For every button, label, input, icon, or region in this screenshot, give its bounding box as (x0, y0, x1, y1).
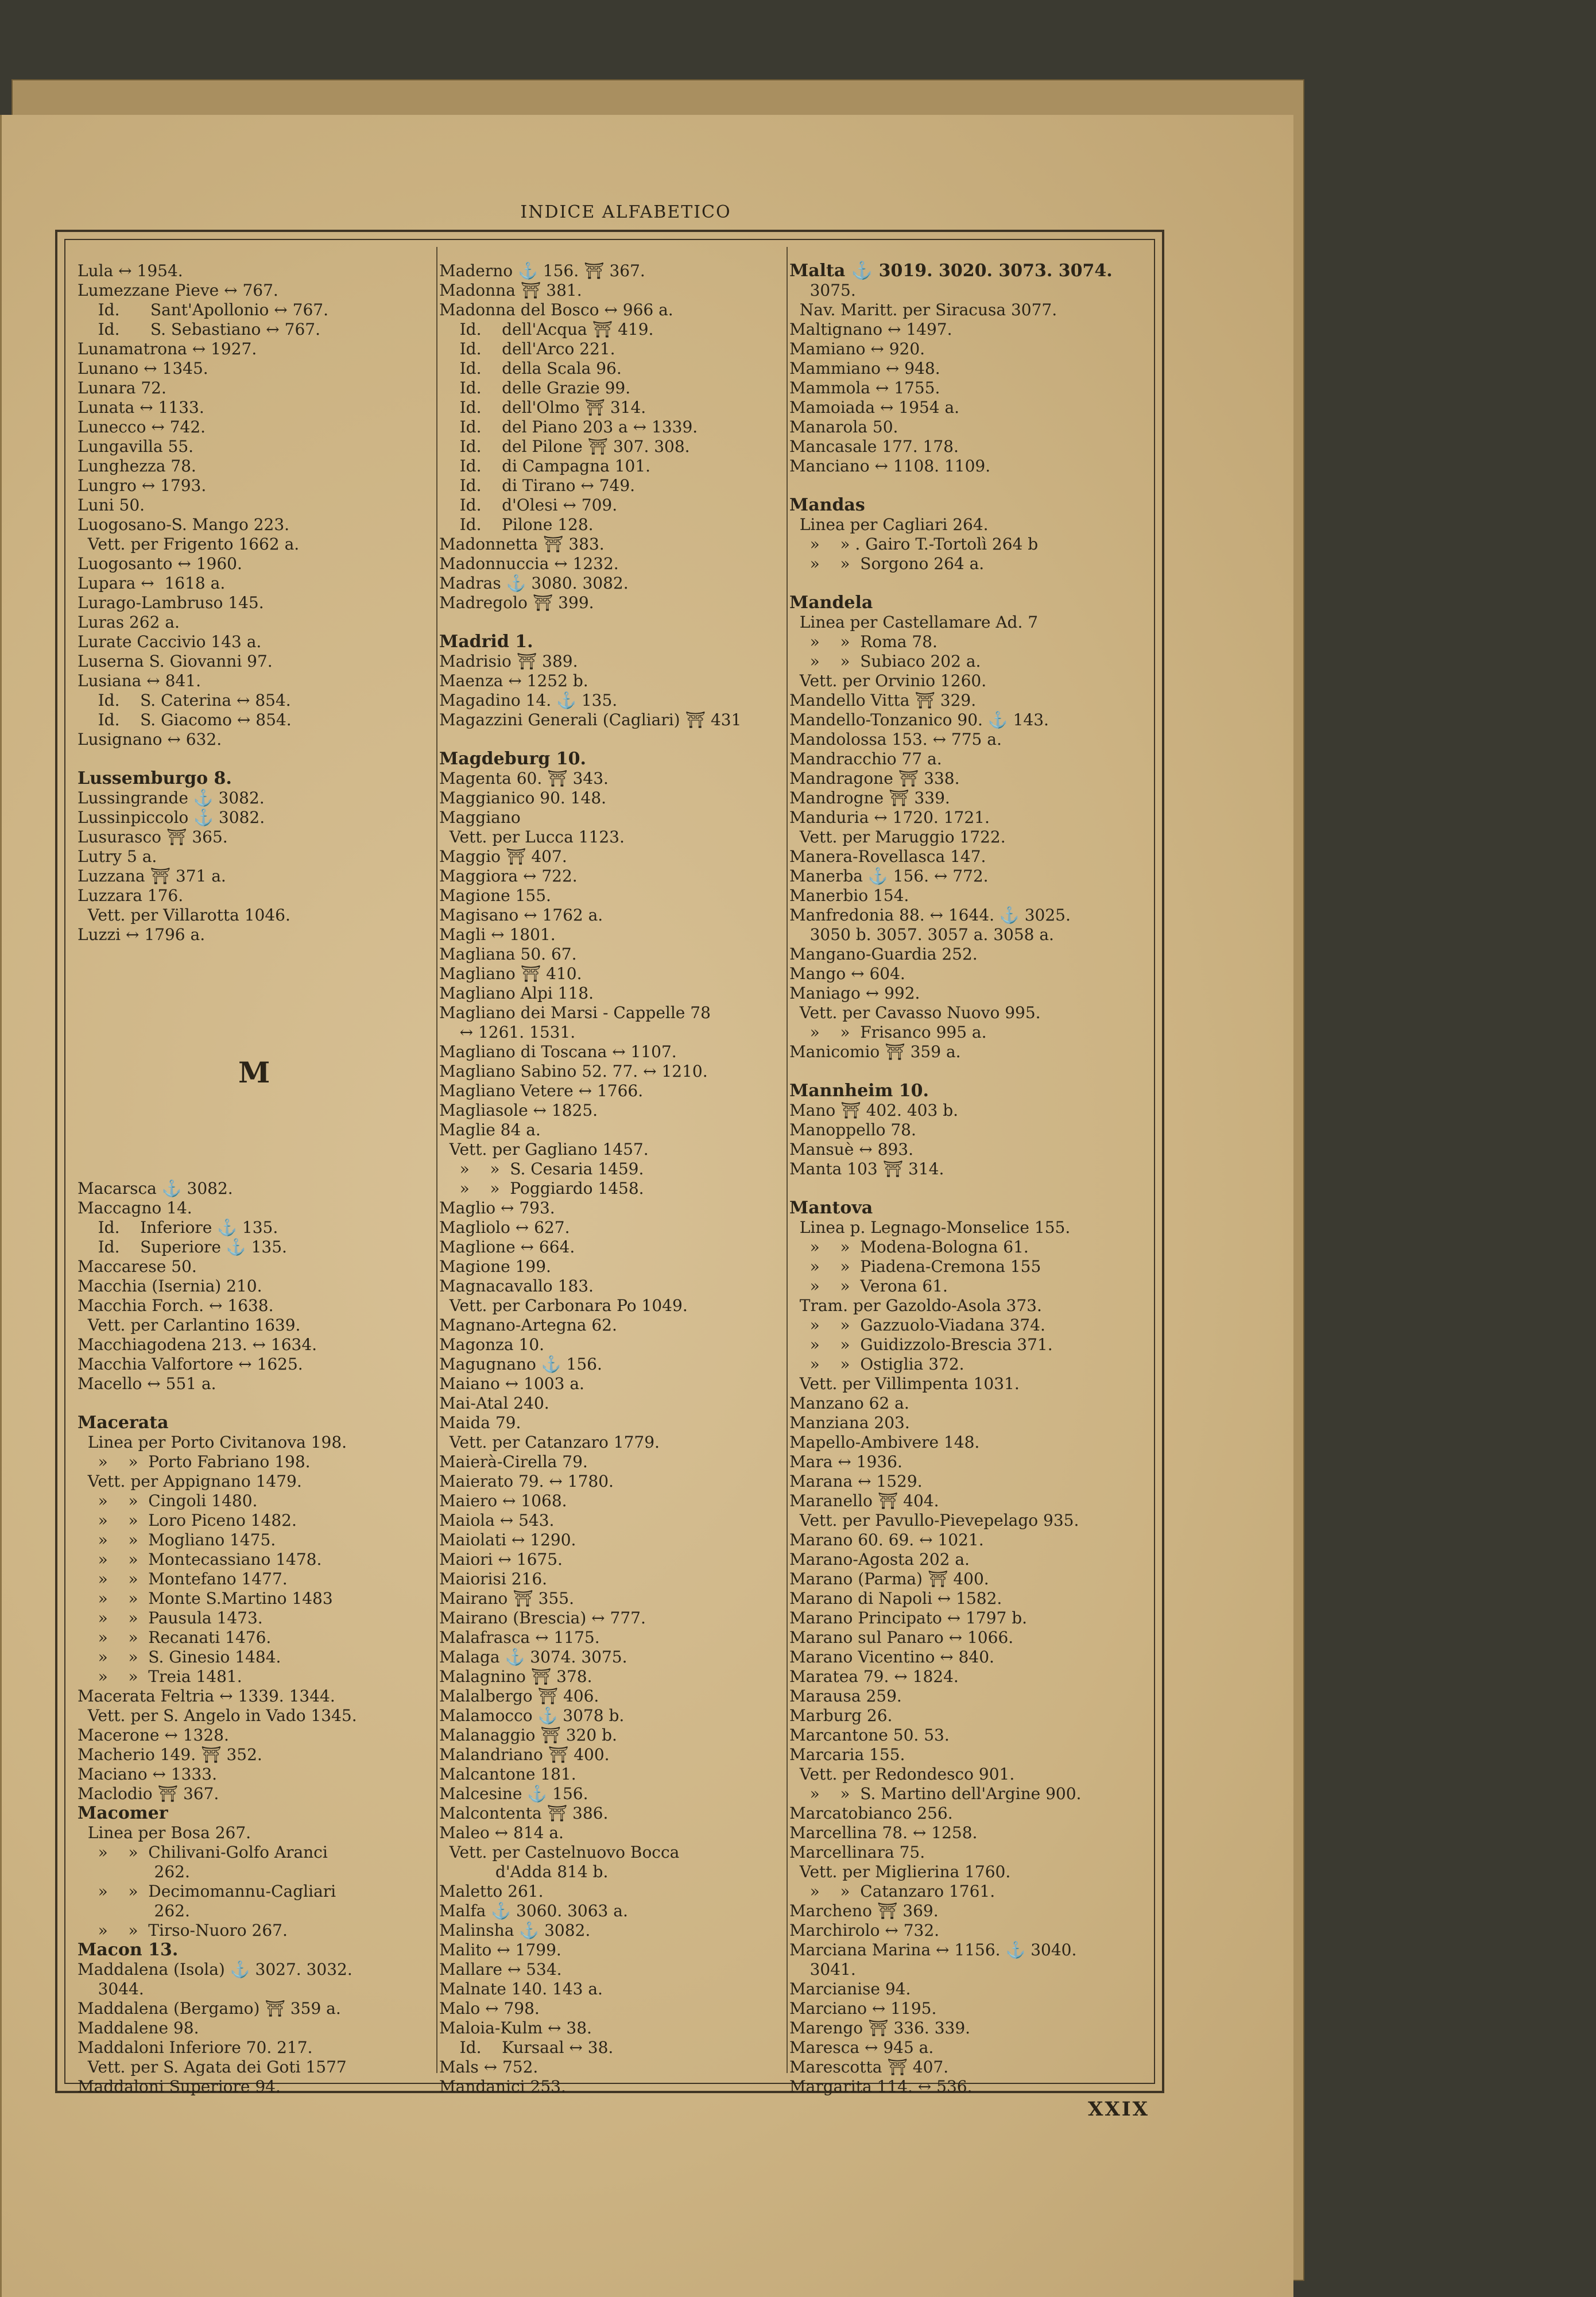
index-entry: Maglio ↔ 793. (439, 1198, 555, 1217)
index-entry: Macarsca ⚓ 3082. (78, 1179, 233, 1198)
index-entry: Marano Principato ↔ 1797 b. (789, 1608, 1028, 1627)
index-entry: Manerba ⚓ 156. ↔ 772. (789, 867, 989, 885)
index-entry: Malcesine ⚓ 156. (439, 1784, 588, 1803)
column-divider (436, 247, 437, 2073)
index-entry: Lusiana ↔ 841. (78, 671, 201, 690)
index-entry: Vett. per Castelnuovo Bocca (439, 1843, 680, 1862)
section-letter: M (238, 1055, 270, 1089)
index-entry: Macchia Forch. ↔ 1638. (78, 1296, 274, 1315)
index-entry: Lussingrande ⚓ 3082. (78, 788, 265, 807)
index-entry: Id. di Campagna 101. (439, 457, 651, 475)
index-entry: Lunata ↔ 1133. (78, 398, 204, 417)
index-entry: Magione 199. (439, 1257, 551, 1276)
index-entry: » » Verona 61. (789, 1277, 948, 1296)
index-entry: Madonna del Bosco ↔ 966 a. (439, 300, 673, 319)
index-heading: Lussemburgo 8. (78, 768, 232, 788)
index-entry: Madrisio ⛩ 389. (439, 652, 578, 671)
index-entry: Maglie 84 a. (439, 1120, 541, 1139)
index-entry: Malamocco ⚓ 3078 b. (439, 1706, 625, 1725)
index-entry: Mandello-Tonzanico 90. ⚓ 143. (789, 710, 1049, 729)
index-entry: Vett. per Carbonara Po 1049. (439, 1296, 688, 1315)
index-entry: Mangano-Guardia 252. (789, 945, 978, 964)
index-entry (78, 1003, 433, 1023)
index-entry: Marcellina 78. ↔ 1258. (789, 1823, 978, 1842)
index-entry: Mals ↔ 752. (439, 2058, 539, 2076)
index-entry: Magugnano ⚓ 156. (439, 1355, 602, 1374)
index-entry: Malfa ⚓ 3060. 3063 a. (439, 1901, 628, 1920)
index-heading: Macomer (78, 1803, 168, 1823)
index-entry: Id. Superiore ⚓ 135. (78, 1238, 287, 1256)
index-entry: Vett. per Frigento 1662 a. (78, 535, 300, 554)
index-entry: » » Monte S.Martino 1483 (78, 1589, 333, 1608)
index-entry: Vett. per Miglierina 1760. (789, 1862, 1011, 1881)
index-entry: Marburg 26. (789, 1706, 893, 1725)
index-entry: Mandrogne ⛩ 339. (789, 788, 950, 807)
index-entry: Malagnino ⛩ 378. (439, 1667, 592, 1686)
index-entry: Madonnuccia ↔ 1232. (439, 554, 619, 573)
index-entry: Magonza 10. (439, 1335, 545, 1354)
index-entry: » » Montecassiano 1478. (78, 1550, 322, 1569)
column-divider (787, 247, 788, 2073)
page-header-title: INDICE ALFABETICO (520, 202, 731, 222)
index-entry: Mansuè ↔ 893. (789, 1140, 913, 1159)
index-entry: Marcantone 50. 53. (789, 1726, 950, 1745)
index-entry: Maddalena (Isola) ⚓ 3027. 3032. (78, 1960, 352, 1979)
index-entry: Lusignano ↔ 632. (78, 730, 222, 749)
index-entry: Nav. Maritt. per Siracusa 3077. (789, 300, 1057, 319)
index-entry: Macchia (Isernia) 210. (78, 1277, 262, 1296)
index-entry: 262. (78, 1901, 190, 1920)
index-entry: Mancasale 177. 178. (789, 437, 959, 456)
index-entry: Mammiano ↔ 948. (789, 359, 940, 378)
index-entry: Id. delle Grazie 99. (439, 378, 631, 397)
index-entry: Magliano Sabino 52. 77. ↔ 1210. (439, 1062, 708, 1081)
index-entry: Luogosano-S. Mango 223. (78, 515, 290, 534)
index-entry: » » Frisanco 995 a. (789, 1023, 987, 1042)
index-entry: Maderno ⚓ 156. ⛩ 367. (439, 261, 645, 280)
index-entry: Maggiora ↔ 722. (439, 867, 578, 885)
index-entry: Luras 262 a. (78, 613, 180, 632)
index-entry: Madonnetta ⛩ 383. (439, 535, 605, 554)
index-entry: Madregolo ⛩ 399. (439, 593, 594, 612)
index-entry: » » Recanati 1476. (78, 1628, 272, 1647)
index-heading: Macon 13. (78, 1940, 179, 1960)
index-entry: Linea per Porto Civitanova 198. (78, 1433, 347, 1452)
index-entry: Maierà-Cirella 79. (439, 1452, 588, 1471)
index-entry: Magadino 14. ⚓ 135. (439, 691, 618, 710)
index-entry: » » Pausula 1473. (78, 1608, 263, 1627)
index-entry: Magliolo ↔ 627. (439, 1218, 570, 1237)
index-entry: Id. S. Caterina ↔ 854. (78, 691, 291, 710)
index-entry: Id. di Tirano ↔ 749. (439, 476, 636, 495)
index-entry (78, 1159, 433, 1179)
index-entry: Marano-Agosta 202 a. (789, 1550, 970, 1569)
index-entry: » » Gazzuolo-Viadana 374. (789, 1316, 1045, 1335)
index-entry: Maiero ↔ 1068. (439, 1491, 567, 1510)
index-heading: Mantova (789, 1198, 873, 1218)
index-entry (78, 1394, 433, 1413)
index-heading: Mandela (789, 593, 873, 613)
index-entry: Maenza ↔ 1252 b. (439, 671, 588, 690)
index-entry: Magazzini Generali (Cagliari) ⛩ 431 (439, 710, 742, 729)
index-entry: Mandolossa 153. ↔ 775 a. (789, 730, 1002, 749)
index-entry: » » Loro Piceno 1482. (78, 1511, 297, 1530)
index-entry: Id. dell'Arco 221. (439, 339, 615, 358)
index-entry: Vett. per Cavasso Nuovo 995. (789, 1003, 1041, 1022)
index-entry: » » Chilivani-Golfo Aranci (78, 1843, 328, 1862)
index-entry: Magliana 50. 67. (439, 945, 577, 964)
index-entry: Lunecco ↔ 742. (78, 417, 206, 436)
index-entry: Marcaria 155. (789, 1745, 905, 1764)
index-entry: Marciano ↔ 1195. (789, 1999, 937, 2018)
index-entry: Mallare ↔ 534. (439, 1960, 562, 1979)
index-entry: Macerata Feltria ↔ 1339. 1344. (78, 1687, 335, 1706)
index-entry: Maloia-Kulm ↔ 38. (439, 2018, 592, 2037)
index-entry: Vett. per Pavullo-Pievepelago 935. (789, 1511, 1079, 1530)
index-entry: Vett. per Appignano 1479. (78, 1472, 302, 1491)
index-entry (789, 476, 1151, 496)
index-entry: Manerbio 154. (789, 886, 909, 905)
index-entry: Maletto 261. (439, 1882, 544, 1901)
index-entry: Maniago ↔ 992. (789, 984, 920, 1003)
index-entry (78, 1023, 433, 1042)
index-entry (78, 984, 433, 1003)
index-entry: Malaga ⚓ 3074. 3075. (439, 1648, 627, 1666)
index-entry: Manoppello 78. (789, 1120, 916, 1139)
index-entry: Marano Vicentino ↔ 840. (789, 1648, 994, 1666)
index-entry: Margarita 114. ↔ 536. (789, 2077, 973, 2096)
index-entry: Id. S. Giacomo ↔ 854. (78, 710, 292, 729)
index-entry: Marano (Parma) ⛩ 400. (789, 1569, 989, 1588)
index-entry: » » Ostiglia 372. (789, 1355, 964, 1374)
index-entry: Maggio ⛩ 407. (439, 847, 567, 866)
index-entry: Marana ↔ 1529. (789, 1472, 923, 1491)
index-entry: Manarola 50. (789, 417, 898, 436)
index-entry: Id. del Piano 203 a ↔ 1339. (439, 417, 698, 436)
index-entry: Lunamatrona ↔ 1927. (78, 339, 257, 358)
index-heading: Magdeburg 10. (439, 749, 586, 769)
index-entry: Malcantone 181. (439, 1765, 576, 1784)
index-entry (439, 730, 784, 749)
index-entry: Mamoiada ↔ 1954 a. (789, 398, 960, 417)
index-entry: Luzzara 176. (78, 886, 184, 905)
index-entry: » » . Gairo T.-Tortolì 264 b (789, 535, 1039, 554)
index-entry: » » Tirso-Nuoro 267. (78, 1921, 288, 1940)
index-entry: 3075. (789, 281, 856, 300)
index-entry: Mairano ⛩ 355. (439, 1589, 574, 1608)
index-entry: Maccagno 14. (78, 1198, 192, 1217)
index-entry (789, 574, 1151, 593)
index-entry: Mai-Atal 240. (439, 1394, 549, 1413)
index-entry: Marano sul Panaro ↔ 1066. (789, 1628, 1014, 1647)
index-entry: Maranello ⛩ 404. (789, 1491, 939, 1510)
index-entry: Lupara ↔ 1618 a. (78, 574, 226, 593)
index-entry: Lunano ↔ 1345. (78, 359, 208, 378)
index-entry: Vett. per Villarotta 1046. (78, 906, 290, 925)
index-entry: Maggiano (439, 808, 521, 827)
index-entry: Lungavilla 55. (78, 437, 194, 456)
index-entry: Luserna S. Giovanni 97. (78, 652, 273, 671)
index-entry: Vett. per S. Agata dei Goti 1577 (78, 2058, 347, 2076)
index-entry: 3041. (789, 1960, 856, 1979)
index-entry: Maccarese 50. (78, 1257, 197, 1276)
index-entry: » » Sorgono 264 a. (789, 554, 985, 573)
index-entry: Id. d'Olesi ↔ 709. (439, 496, 618, 515)
index-entry: Vett. per Lucca 1123. (439, 827, 625, 846)
index-entry: Mandracchio 77 a. (789, 749, 942, 768)
index-entry: Maida 79. (439, 1413, 521, 1432)
index-entry: Macherio 149. ⛩ 352. (78, 1745, 262, 1764)
index-entry: Maiola ↔ 543. (439, 1511, 555, 1530)
index-entry: Maddaloni Inferiore 70. 217. (78, 2038, 313, 2057)
index-entry: Magliano Alpi 118. (439, 984, 594, 1003)
index-entry: Magliano ⛩ 410. (439, 964, 582, 983)
index-entry: Macello ↔ 551 a. (78, 1374, 216, 1393)
index-entry: Lunara 72. (78, 378, 166, 397)
index-heading: Mandas (789, 495, 865, 515)
index-entry: Magenta 60. ⛩ 343. (439, 769, 609, 788)
index-entry: Marcianise 94. (789, 1979, 911, 1998)
index-entry: Maiolati ↔ 1290. (439, 1530, 576, 1549)
index-entry: Vett. per S. Angelo in Vado 1345. (78, 1706, 357, 1725)
index-entry: Maiori ↔ 1675. (439, 1550, 563, 1569)
index-entry: Mango ↔ 604. (789, 964, 905, 983)
index-entry: Mammola ↔ 1755. (789, 378, 940, 397)
index-entry (78, 945, 433, 964)
index-entry: Id. del Pilone ⛩ 307. 308. (439, 437, 690, 456)
index-heading: Macerata (78, 1413, 169, 1433)
index-entry: Lumezzane Pieve ↔ 767. (78, 281, 278, 300)
index-entry: Luni 50. (78, 496, 145, 515)
index-entry: » » Roma 78. (789, 632, 938, 651)
index-entry: Vett. per Orvinio 1260. (789, 671, 987, 690)
index-entry: Mairano (Brescia) ↔ 777. (439, 1608, 646, 1627)
index-entry: Marcheno ⛩ 369. (789, 1901, 939, 1920)
index-entry: Marano 60. 69. ↔ 1021. (789, 1530, 984, 1549)
index-entry: Luzzi ↔ 1796 a. (78, 925, 206, 944)
index-entry: Lusurasco ⛩ 365. (78, 827, 228, 846)
index-entry: Malanaggio ⛩ 320 b. (439, 1726, 617, 1745)
index-entry: » » Porto Fabriano 198. (78, 1452, 311, 1471)
index-entry: » » S. Cesaria 1459. (439, 1159, 644, 1178)
index-entry: Malalbergo ⛩ 406. (439, 1687, 599, 1706)
index-entry: Maddalena (Bergamo) ⛩ 359 a. (78, 1999, 341, 2018)
page-number: XXIX (1088, 2098, 1150, 2121)
index-entry: Vett. per Gagliano 1457. (439, 1140, 649, 1159)
index-entry: Marescotta ⛩ 407. (789, 2058, 949, 2076)
index-entry: Manciano ↔ 1108. 1109. (789, 457, 991, 475)
index-entry: Marcatobianco 256. (789, 1804, 953, 1823)
index-entry: Magliano di Toscana ↔ 1107. (439, 1042, 677, 1061)
index-entry: » » Piadena-Cremona 155 (789, 1257, 1041, 1276)
index-entry: Id. della Scala 96. (439, 359, 622, 378)
index-entry: Malcontenta ⛩ 386. (439, 1804, 609, 1823)
index-entry: » » Treia 1481. (78, 1667, 242, 1686)
index-entry: Maggianico 90. 148. (439, 788, 607, 807)
index-entry (78, 1120, 433, 1140)
index-entry: Marchirolo ↔ 732. (789, 1921, 940, 1940)
index-entry: Malinsha ⚓ 3082. (439, 1921, 591, 1940)
index-entry: Linea p. Legnago-Monselice 155. (789, 1218, 1071, 1237)
index-entry: Magliano dei Marsi - Cappelle 78 (439, 1003, 711, 1022)
index-entry: Maratea 79. ↔ 1824. (789, 1667, 959, 1686)
index-entry (78, 1101, 433, 1120)
index-entry: Maiorisi 216. (439, 1569, 548, 1588)
index-entry: Maddalene 98. (78, 2018, 199, 2037)
index-entry: Magisano ↔ 1762 a. (439, 906, 603, 925)
index-entry: Manta 103 ⛩ 314. (789, 1159, 944, 1178)
index-entry: Id. Inferiore ⚓ 135. (78, 1218, 278, 1237)
index-entry: Vett. per Carlantino 1639. (78, 1316, 301, 1335)
index-heading: Madrid 1. (439, 632, 533, 652)
index-entry: Linea per Cagliari 264. (789, 515, 989, 534)
index-entry: Linea per Castellamare Ad. 7 (789, 613, 1039, 632)
index-entry: Marengo ⛩ 336. 339. (789, 2018, 971, 2037)
index-entry: Id. Sant'Apollonio ↔ 767. (78, 300, 328, 319)
index-entry: Mapello-Ambivere 148. (789, 1433, 980, 1452)
index-entry: Magione 155. (439, 886, 551, 905)
index-entry: Maciano ↔ 1333. (78, 1765, 218, 1784)
index-entry: Malito ↔ 1799. (439, 1940, 561, 1959)
index-entry: Id. Kursaal ↔ 38. (439, 2038, 614, 2057)
index-entry: Maiano ↔ 1003 a. (439, 1374, 584, 1393)
index-entry: Lula ↔ 1954. (78, 261, 183, 280)
index-entry: Macchia Valfortore ↔ 1625. (78, 1355, 303, 1374)
index-entry: Magli ↔ 1801. (439, 925, 556, 944)
index-entry: Magliano Vetere ↔ 1766. (439, 1081, 644, 1100)
index-entry: 262. (78, 1862, 190, 1881)
index-entry: Malo ↔ 798. (439, 1999, 540, 2018)
index-entry: 3050 b. 3057. 3057 a. 3058 a. (789, 925, 1054, 944)
index-entry: ↔ 1261. 1531. (439, 1023, 576, 1042)
index-entry: Manzano 62 a. (789, 1394, 909, 1413)
index-entry: Vett. per Redondesco 901. (789, 1765, 1015, 1784)
index-entry: » » Montefano 1477. (78, 1569, 288, 1588)
index-entry (789, 1179, 1151, 1198)
index-entry: Malafrasca ↔ 1175. (439, 1628, 600, 1647)
index-entry: Linea per Bosa 267. (78, 1823, 251, 1842)
index-entry: » » Poggiardo 1458. (439, 1179, 644, 1198)
index-entry (78, 964, 433, 984)
index-entry (78, 1140, 433, 1159)
index-entry: Malnate 140. 143 a. (439, 1979, 603, 1998)
index-entry: Mara ↔ 1936. (789, 1452, 902, 1471)
index-entry: Lungro ↔ 1793. (78, 476, 207, 495)
index-entry: » » S. Ginesio 1484. (78, 1648, 281, 1666)
index-entry: Malandriano ⛩ 400. (439, 1745, 610, 1764)
index-entry: » » Subiaco 202 a. (789, 652, 981, 671)
index-column-2 (439, 261, 784, 2096)
index-entry: Mandello Vitta ⛩ 329. (789, 691, 977, 710)
index-entry: Manicomio ⛩ 359 a. (789, 1042, 961, 1061)
index-entry: Macerone ↔ 1328. (78, 1726, 229, 1745)
index-heading: Mannheim 10. (789, 1081, 929, 1101)
index-entry: Lurago-Lambruso 145. (78, 593, 264, 612)
index-entry: Id. S. Sebastiano ↔ 767. (78, 320, 321, 339)
index-entry: Maglione ↔ 664. (439, 1238, 575, 1256)
index-entry: Madonna ⛩ 381. (439, 281, 582, 300)
index-entry: Manfredonia 88. ↔ 1644. ⚓ 3025. (789, 906, 1071, 925)
index-entry: 3044. (78, 1979, 144, 1998)
index-entry: Maierato 79. ↔ 1780. (439, 1472, 614, 1491)
index-entry: » » Guidizzolo-Brescia 371. (789, 1335, 1053, 1354)
index-entry: Marcellinara 75. (789, 1843, 925, 1862)
index-entry: Id. dell'Acqua ⛩ 419. (439, 320, 654, 339)
index-entry: Madras ⚓ 3080. 3082. (439, 574, 629, 593)
index-entry: » » Cingoli 1480. (78, 1491, 258, 1510)
index-entry: Maresca ↔ 945 a. (789, 2038, 934, 2057)
index-entry: Mamiano ↔ 920. (789, 339, 925, 358)
index-entry: Marausa 259. (789, 1687, 902, 1706)
index-entry: Vett. per Maruggio 1722. (789, 827, 1006, 846)
index-entry (439, 613, 784, 632)
index-entry: Lussinpiccolo ⚓ 3082. (78, 808, 265, 827)
index-entry: Id. dell'Olmo ⛩ 314. (439, 398, 646, 417)
index-entry (789, 1062, 1151, 1081)
index-entry: Maddaloni Superiore 94. (78, 2077, 281, 2096)
index-entry: Manziana 203. (789, 1413, 910, 1432)
index-entry: Magnacavallo 183. (439, 1277, 594, 1296)
index-entry: Mandanici 253. (439, 2077, 566, 2096)
index-column-3 (789, 261, 1151, 2096)
index-entry: Manera-Rovellasca 147. (789, 847, 986, 866)
index-entry: Mandragone ⛩ 338. (789, 769, 960, 788)
index-entry: Maleo ↔ 814 a. (439, 1823, 564, 1842)
index-entry: » » Catanzaro 1761. (789, 1882, 995, 1901)
index-entry: Maclodio ⛩ 367. (78, 1784, 219, 1803)
index-entry (78, 749, 433, 769)
index-entry: Mano ⛩ 402. 403 b. (789, 1101, 959, 1120)
index-entry: Manduria ↔ 1720. 1721. (789, 808, 990, 827)
index-entry: Tram. per Gazoldo-Asola 373. (789, 1296, 1042, 1315)
index-entry: Luogosanto ↔ 1960. (78, 554, 242, 573)
index-entry: Id. Pilone 128. (439, 515, 594, 534)
index-entry: Marano di Napoli ↔ 1582. (789, 1589, 1002, 1608)
index-entry: » » Mogliano 1475. (78, 1530, 276, 1549)
index-heading: Malta ⚓ 3019. 3020. 3073. 3074. (789, 261, 1113, 281)
index-entry: Vett. per Villimpenta 1031. (789, 1374, 1020, 1393)
index-entry: Luzzana ⛩ 371 a. (78, 867, 226, 885)
index-entry: Magnano-Artegna 62. (439, 1316, 617, 1335)
index-entry: Lurate Caccivio 143 a. (78, 632, 262, 651)
index-column-1 (78, 261, 433, 2096)
index-entry: Magliasole ↔ 1825. (439, 1101, 598, 1120)
index-entry: » » Decimomannu-Cagliari (78, 1882, 336, 1901)
index-entry: d'Adda 814 b. (439, 1862, 609, 1881)
index-entry: » » Modena-Bologna 61. (789, 1238, 1029, 1256)
index-entry: Macchiagodena 213. ↔ 1634. (78, 1335, 317, 1354)
index-entry: Marciana Marina ↔ 1156. ⚓ 3040. (789, 1940, 1077, 1959)
index-entry: Maltignano ↔ 1497. (789, 320, 952, 339)
index-entry: Lutry 5 a. (78, 847, 157, 866)
index-entry: Lunghezza 78. (78, 457, 196, 475)
index-entry: Vett. per Catanzaro 1779. (439, 1433, 660, 1452)
index-entry: » » S. Martino dell'Argine 900. (789, 1784, 1082, 1803)
